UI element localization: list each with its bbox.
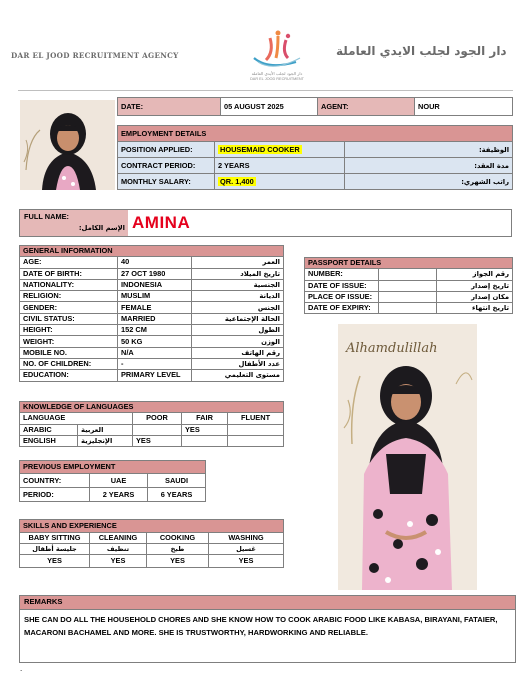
skills-heading: SKILLS AND EXPERIENCE [20,520,284,533]
agency-name-en: DAR EL JOOD RECRUITMENT AGENCY [11,51,179,60]
country-label: COUNTRY: [20,474,90,488]
issue-date-value [379,280,437,291]
salary-value: QR. 1,400 [220,176,254,186]
photo-caption: Alhamdulillah [346,341,438,356]
gender-label-ar: الجنس [192,302,284,313]
age-label-ar: العمر [192,257,284,268]
general-information-heading: GENERAL INFORMATION [20,246,284,257]
gender-value: FEMALE [118,302,192,313]
arabic-fair: YES [182,424,228,435]
skill-cooking-ar: طبخ [147,544,209,555]
english-fluent [228,435,284,446]
skill-babysitting-ar: جليسة أطفال [20,544,90,555]
date-agent-table [117,97,513,116]
country-1: UAE [90,474,148,488]
language-english-ar: الإنجليزية [78,435,133,446]
nationality-value: INDONESIA [118,279,192,290]
footer-dot: . [20,664,23,673]
employment-details-table [117,125,513,190]
languages-table [19,401,284,447]
skill-cleaning-value: YES [90,555,147,568]
skill-washing: WASHING [209,533,284,544]
education-value: PRIMARY LEVEL [118,370,192,381]
children-label: NO. OF CHILDREN: [20,358,118,369]
passport-number-value [379,269,437,280]
previous-employment-heading: PREVIOUS EMPLOYMENT [20,461,206,474]
skills-table [19,519,284,568]
country-2: SAUDI [148,474,206,488]
previous-employment-table [19,460,206,502]
salary-label-ar: راتب الشهري: [345,174,513,190]
english-poor: YES [133,435,182,446]
logo-text-ar: دار الجود لجلب الأيدي العاملة [251,71,303,76]
agency-logo [248,28,308,72]
religion-value: MUSLIM [118,291,192,302]
dob-value: 27 OCT 1980 [118,268,192,279]
logo-text-en: DAR EL JOOD RECRUITMENT [250,77,304,81]
height-label: HEIGHT: [20,325,118,336]
agent-label: AGENT: [318,98,415,116]
arabic-poor [133,424,182,435]
passport-number-label-ar: رقم الجواز [437,269,513,280]
contract-label-ar: مدة العقد: [345,158,513,174]
dob-label: DATE OF BIRTH: [20,268,118,279]
religion-label-ar: الديانة [192,291,284,302]
language-arabic: ARABIC [20,424,78,435]
civil-status-label: CIVIL STATUS: [20,313,118,324]
mobile-label: MOBILE NO. [20,347,118,358]
issue-place-label-ar: مكان إصدار [437,291,513,302]
passport-details-heading: PASSPORT DETAILS [305,258,513,269]
full-name-value: AMINA [132,213,191,232]
civil-status-label-ar: الحالة الإجتماعية [192,313,284,324]
weight-label-ar: الوزن [192,336,284,347]
weight-label: WEIGHT: [20,336,118,347]
employment-details-heading: EMPLOYMENT DETAILS [118,126,513,142]
civil-status-value: MARRIED [118,313,192,324]
skill-cleaning: CLEANING [90,533,147,544]
remarks-text: SHE CAN DO ALL THE HOUSEHOLD CHORES AND SHE KNOW HOW TO COOK ARABIC FOOD LIKE KABASA, BIRAYANI, FATAIER, MACARONI BACHAMEL AND MORE. SHE IS TRUSTWORTHY, HARDWORKING AND RELIABLE. [24,615,498,637]
dob-label-ar: تاريخ الميلاد [192,268,284,279]
arabic-fluent [228,424,284,435]
salary-label: MONTHLY SALARY: [118,174,215,190]
period-1: 2 YEARS [90,488,148,502]
date-label: DATE: [118,98,221,116]
mobile-value: N/A [118,347,192,358]
contract-value: 2 YEARS [215,158,345,174]
children-value: - [118,358,192,369]
position-value: HOUSEMAID COOKER [220,144,300,154]
expiry-date-label-ar: تاريخ انتهاء [437,303,513,314]
age-value: 40 [118,257,192,268]
remarks-box [19,595,516,663]
full-name-label: FULL NAME: [24,212,70,221]
skill-cooking: COOKING [147,533,209,544]
age-label: AGE: [20,257,118,268]
position-label-ar: الوظيفة: [345,142,513,158]
languages-heading: KNOWLEDGE OF LANGUAGES [20,402,284,413]
contract-label: CONTRACT PERIOD: [118,158,215,174]
period-2: 6 YEARS [148,488,206,502]
english-fair [182,435,228,446]
issue-date-label: DATE OF ISSUE: [305,280,379,291]
candidate-photo-small [20,100,115,190]
language-english: ENGLISH [20,435,78,446]
full-name-label-box [20,210,128,236]
full-name-row [19,209,512,237]
skill-cooking-value: YES [147,555,209,568]
skill-washing-value: YES [209,555,284,568]
candidate-photo-large [338,324,477,590]
education-label: EDUCATION: [20,370,118,381]
general-information-table [19,245,284,382]
height-value: 152 CM [118,325,192,336]
period-label: PERIOD: [20,488,90,502]
poor-col-header: POOR [133,413,182,424]
skill-washing-ar: غسيل [209,544,284,555]
nationality-label-ar: الجنسية [192,279,284,290]
fluent-col-header: FLUENT [228,413,284,424]
passport-details-table [304,257,513,314]
skill-babysitting: BABY SITTING [20,533,90,544]
agency-name-ar: دار الجود لجلب الايدي العاملة [336,44,507,58]
issue-place-value [379,291,437,302]
gender-label: GENDER: [20,302,118,313]
education-label-ar: مستوى التعليمي [192,370,284,381]
nationality-label: NATIONALITY: [20,279,118,290]
issue-place-label: PLACE OF ISSUE: [305,291,379,302]
expiry-date-value [379,303,437,314]
skill-cleaning-ar: تنظيف [90,544,147,555]
full-name-label-ar: الإسم الكامل: [78,224,125,232]
fair-col-header: FAIR [182,413,228,424]
language-col-header: LANGUAGE [20,413,133,424]
date-value: 05 AUGUST 2025 [221,98,318,116]
mobile-label-ar: رقم الهاتف [192,347,284,358]
expiry-date-label: DATE OF EXPIRY: [305,303,379,314]
remarks-heading: REMARKS [20,596,515,610]
position-label: POSITION APPLIED: [118,142,215,158]
children-label-ar: عدد الأطفال [192,358,284,369]
agent-value: NOUR [415,98,513,116]
skill-babysitting-value: YES [20,555,90,568]
language-arabic-ar: العربية [78,424,133,435]
weight-value: 50 KG [118,336,192,347]
header-divider [18,90,513,91]
religion-label: RELIGION: [20,291,118,302]
issue-date-label-ar: تاريخ إصدار [437,280,513,291]
height-label-ar: الطول [192,325,284,336]
passport-number-label: NUMBER: [305,269,379,280]
